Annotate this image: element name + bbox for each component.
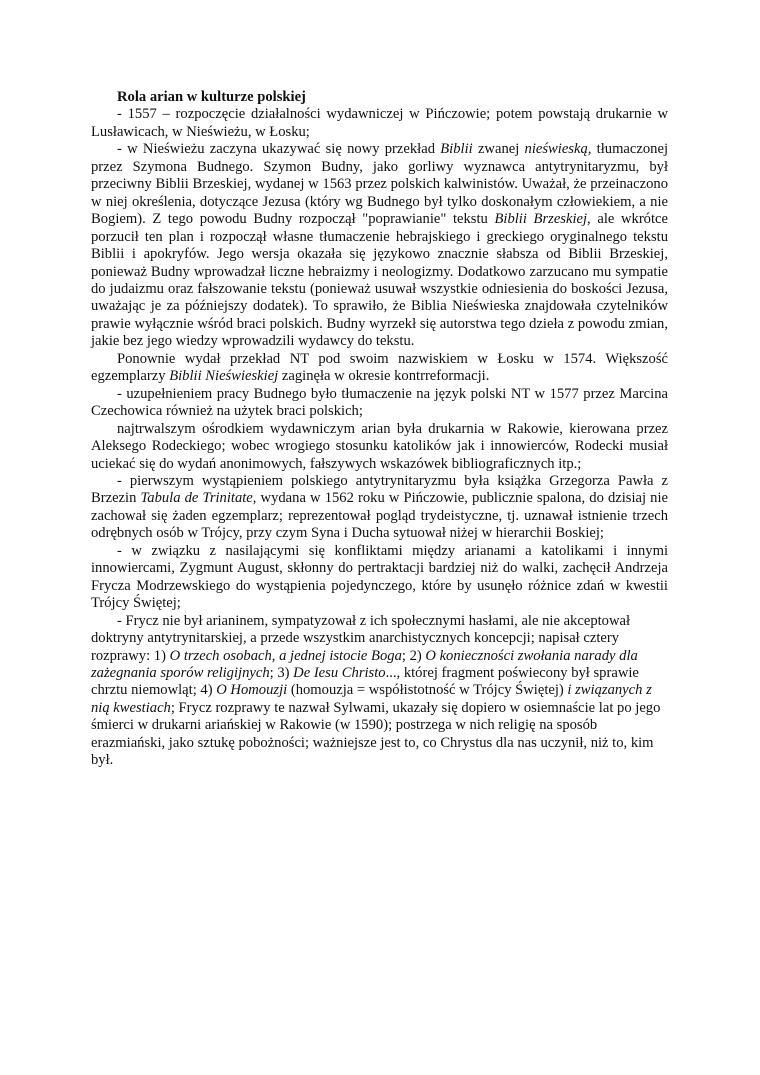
document-title: Rola arian w kulturze polskiej <box>117 89 306 105</box>
paragraph-1557: - 1557 – rozpoczęcie działalności wydawniczej w Pińczowie; potem powstają drukarnie w Lusławicach, w Nieświeżu, w Łosku; <box>91 106 668 140</box>
paragraph-czechowic: - uzupełnieniem pracy Budnego było tłumaczenie na język polski NT w 1577 przez Marcina Czechowica również na użytek braci polskich; <box>91 385 668 420</box>
paragraph-zygmunt-august: - w związku z nasilającymi się konfliktami między arianami a katolikami i innymi innowiercami, Zygmunt August, skłonny do pertraktacji bardziej niż do walki, zachęcił Andrzeja Frycza Modrzewskiego do wystąpienia pojedynczego, które by usunęło różnice zdań w kwestii Trójcy Świętej; <box>91 542 668 612</box>
paragraph-tabula-de-trinitate: - pierwszym wystąpieniem polskiego antytrynitaryzmu była książka Grzegorza Pawła z Brzezin Tabula de Trinitate, wydana w 1562 roku w Pińczowie, publicznie spalona, do dzisiaj nie zachował się żaden egzemplarz; reprezentował pogląd trydeistyczne, tj. uznawał istnienie trzech odrębnych osób w Trójcy, przy czym Syna i Ducha sytuował niżej w hierarchii Boskiej; <box>91 472 669 542</box>
document-page <box>91 89 668 770</box>
paragraph-budny-bible: - w Nieświeżu zaczyna ukazywać się nowy przekład Biblii zwanej nieświeską, tłumaczonej przez Szymona Budnego. Szymon Budny, jako gorliwy wyznawca antytrynitaryzmu, był przeciwny Biblii Brzeskiej, wydanej w 1563 przez polskich kalwinistów. Uważał, że przeinaczono w niej określenia, dotyczące Jezusa (który wg Budnego był tylko doskonałym człowiekiem, a nie Bogiem). Z tego powodu Budny rozpoczął "poprawianie" tekstu Biblii Brzeskiej, ale wkrótce porzucił ten plan i rozpoczął własne tłumaczenie hebrajskiego i greckiego oryginalnego tekstu Biblii i apokryfów. Jego wersja okazała się językowo znacznie słabsza od Biblii Brzeskiej, ponieważ Budny wprowadzał liczne hebraizmy i neologizmy. Dodatkowo zarzucano mu sympatie do judaizmu oraz fałszowanie tekstu (ponieważ usuwał wszystkie odniesienia do boskości Jezusa, uważając je za późniejszy dodatek). To sprawiło, że Biblia Nieświeska znajdowała czytelników prawie wyłącznie wśród braci polskich. Budny wyrzekł się autorstwa tego dzieła z powodu zmian, jakie bez jego wiedzy wprowadzili wydawcy do tekstu. <box>91 141 668 350</box>
paragraph-losk-1574: Ponownie wydał przekład NT pod swoim nazwiskiem w Łosku w 1574. Większość egzemplarzy Biblii Nieświeskiej zaginęła w okresie kontrreformacji. <box>91 350 668 385</box>
paragraph-frycz: - Frycz nie był arianinem, sympatyzował z ich społecznymi hasłami, ale nie akceptował doktryny antytrynitarskiej, a przede wszystkim anarchistycznych koncepcji; napisał cztery rozprawy: 1) O trzech osobach, a jednej istocie Boga; 2) O konieczności zwołania narady dla zażegnania sporów religijnych; 3) De Iesu Christo..., której fragment poświecony był sprawie chrztu niemowląt; 4) O Homouzji (homouzja = współistotność w Trójcy Świętej) i związanych z nią kwestiach; Frycz rozprawy te nazwał Sylwami, ukazały się dopiero w osiemnaście lat po jego śmierci w drukarni ariańskiej w Rakowie (w 1590); postrzega w nich religię na sposób erazmiański, jako sztukę pobożności; ważniejsze jest to, co Chrystus dla nas uczynił, niż to, kim był. <box>91 612 661 769</box>
paragraph-rakow-press: najtrwalszym ośrodkiem wydawniczym arian była drukarnia w Rakowie, kierowana przez Aleksego Rodeckiego; wobec wrogiego stosunku katolików jak i innowierców, Rodecki musiał uciekać się do wydań anonimowych, fałszywych wskazówek bibliograficznych itp.; <box>91 420 668 472</box>
